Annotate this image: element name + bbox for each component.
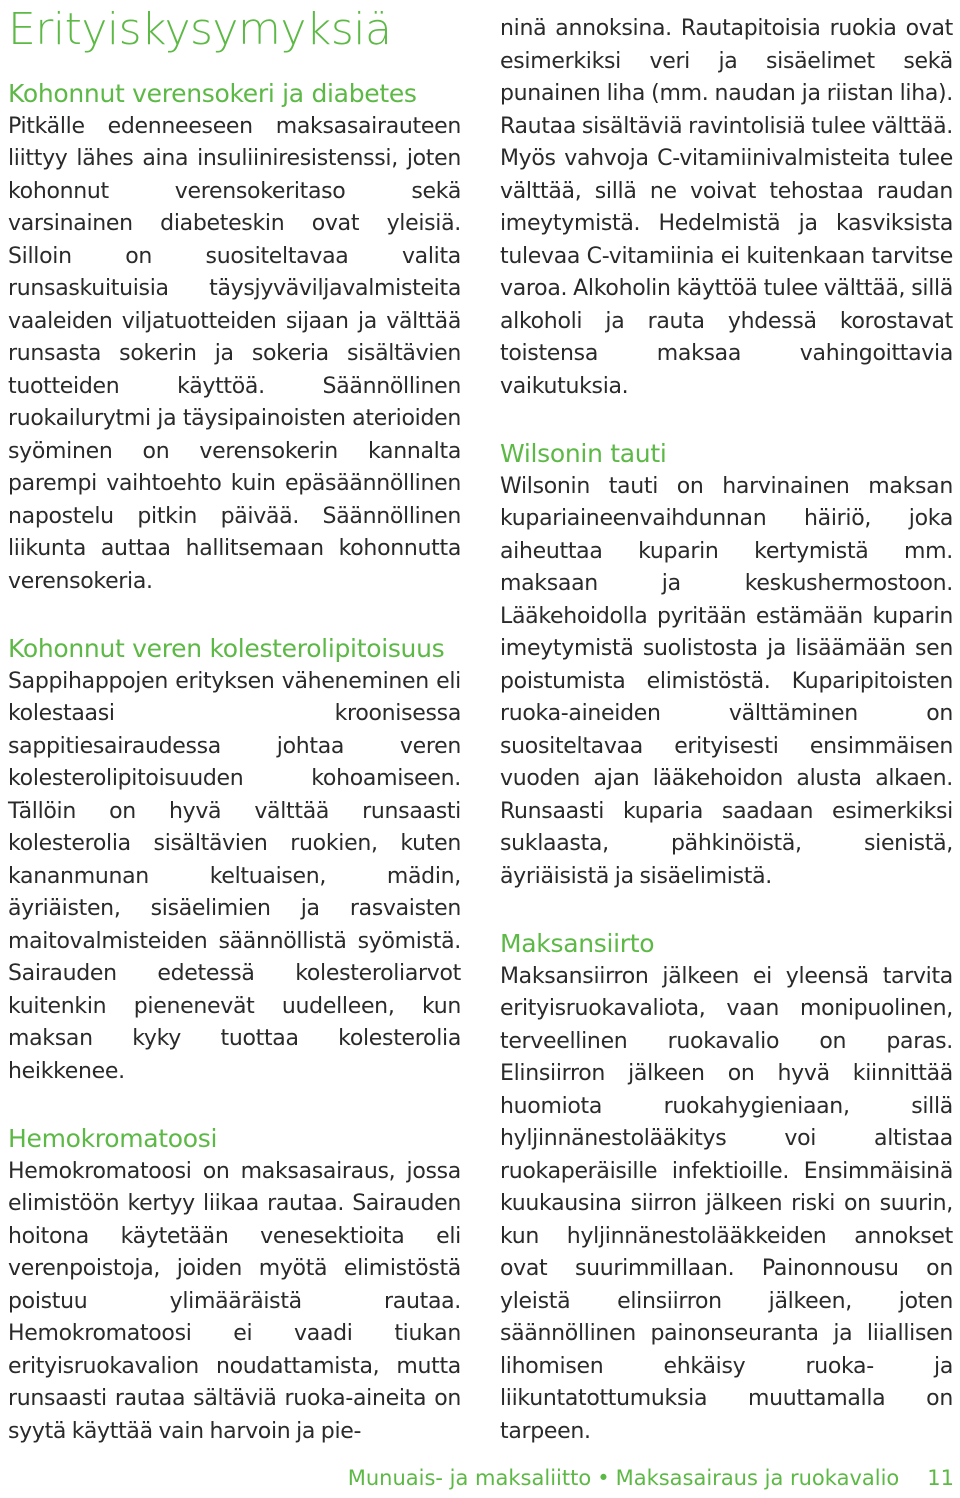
footer-publication: Maksasairaus ja ruokavalio bbox=[615, 1466, 900, 1490]
section-hemochromatosis bbox=[8, 1123, 461, 1448]
section-diabetes bbox=[8, 78, 461, 598]
footer-bullet: • bbox=[597, 1466, 610, 1490]
section-body: Wilsonin tauti on harvinainen maksan kupariaineenvaihdunnan häiriö, joka aiheuttaa kuparin kertymistä mm. maksaan ja keskushermostoon. Lääkehoidolla pyritään estämään kuparin imeytymistä suolistosta ja lisäämään sen poistumista elimistöstä. Kuparipitoisten ruoka-aineiden välttäminen on suositeltavaa erityisesti ensimmäisen vuoden ajan lääkehoidon alusta alkaen. Runsaasti kuparia saadaan esimerkiksi suklaasta, pähkinöistä, sienistä, äyriäisistä ja sisäelimistä. bbox=[500, 473, 953, 889]
section-heading: Kohonnut veren kolesterolipitoisuus bbox=[8, 634, 445, 663]
page-number: 11 bbox=[927, 1466, 954, 1490]
page-footer bbox=[348, 1458, 954, 1498]
section-body: Hemokromatoosi on maksasairaus, jossa elimistöön kertyy liikaa rautaa. Sairauden hoitona käytetään venesektioita eli verenpoistoja, joiden myötä elimistöstä poistuu ylimääräistä rautaa. Hemokromatoosi ei vaadi tiukan erityisruokavalion noudattamista, mutta runsaasti rautaa sältäviä ruoka-aineita on syytä käyttää vain harvoin ja pie- bbox=[8, 1158, 461, 1444]
section-transplant bbox=[500, 928, 953, 1448]
section-heading: Kohonnut verensokeri ja diabetes bbox=[8, 79, 417, 108]
section-body: Maksansiirron jälkeen ei yleensä tarvita erityisruokavaliota, vaan monipuolinen, terveellinen ruokavalio on paras. Elinsiirron jälkeen on hyvä kiinnittää huomiota ruokahygieniaan, sillä hyljinnänestolääkitys voi altistaa ruokaperäisille infektioille. Ensimmäisinä kuukausina siirron jälkeen riski on suurin, kun hyljinnänestolääkkeiden annokset ovat suurimmillaan. Painonnousu on yleistä elinsiirron jälkeen, joten säännöllinen painonseuranta ja liiallisen lihomisen ehkäisy ruoka- ja liikuntatottumuksia muuttamalla on tarpeen. bbox=[500, 963, 953, 1444]
footer-publisher: Munuais- ja maksaliitto bbox=[347, 1466, 592, 1490]
section-wilson bbox=[500, 438, 953, 893]
left-column bbox=[8, 78, 461, 1448]
page-title: Erityiskysymyksiä bbox=[8, 4, 392, 55]
section-heading: Hemokromatoosi bbox=[8, 1124, 218, 1153]
right-column bbox=[500, 13, 953, 1448]
section-heading: Wilsonin tauti bbox=[500, 439, 667, 468]
section-hemochromatosis-continued bbox=[500, 13, 953, 403]
section-body: ninä annoksina. Rautapitoisia ruokia ovat esimerkiksi veri ja sisäelimet sekä punainen liha (mm. naudan ja riistan liha). Rautaa sisältäviä ravintolisiä tulee välttää. Myös vahvoja C-vitamiinivalmisteita tulee välttää, sillä ne voivat tehostaa raudan imeytymistä. Hedelmistä ja kasviksista tulevaa C-vitamiinia ei kuitenkaan tarvitse varoa. Alkoholin käyttöä tulee välttää, sillä alkoholi ja rauta yhdessä korostavat toistensa maksaa vahingoittavia vaikutuksia. bbox=[500, 16, 953, 399]
section-body: Pitkälle edenneeseen maksasairauteen liittyy lähes aina insuliiniresistenssi, joten kohonnut verensokeritaso sekä varsinainen diabeteskin ovat yleisiä. Silloin on suositeltavaa valita runsaskuituisia täysjyväviljavalmisteita vaaleiden viljatuotteiden sijaan ja välttää runsasta sokerin ja sokeria sisältävien tuotteiden käyttöä. Säännöllinen ruokailurytmi ja täysipainoisten aterioiden syöminen on verensokerin kannalta parempi vaihtoehto kuin epäsäännöllinen napostelu pitkin päivää. Säännöllinen liikunta auttaa hallitsemaan kohonnutta verensokeria. bbox=[8, 113, 461, 594]
section-body: Sappihappojen erityksen väheneminen eli kolestaasi kroonisessa sappitiesairaudessa johtaa veren kolesterolipitoisuuden kohoamiseen. Tällöin on hyvä välttää runsaasti kolesterolia sisältävien ruokien, kuten kananmunan keltuaisen, mädin, äyriäisten, sisäelimien ja rasvaisten maitovalmisteiden säännöllistä syömistä. Sairauden edetessä kolesteroliarvot kuitenkin pienenevät uudelleen, kun maksan kyky tuottaa kolesterolia heikkenee. bbox=[8, 668, 461, 1084]
section-heading: Maksansiirto bbox=[500, 929, 655, 958]
section-cholesterol bbox=[8, 633, 461, 1088]
